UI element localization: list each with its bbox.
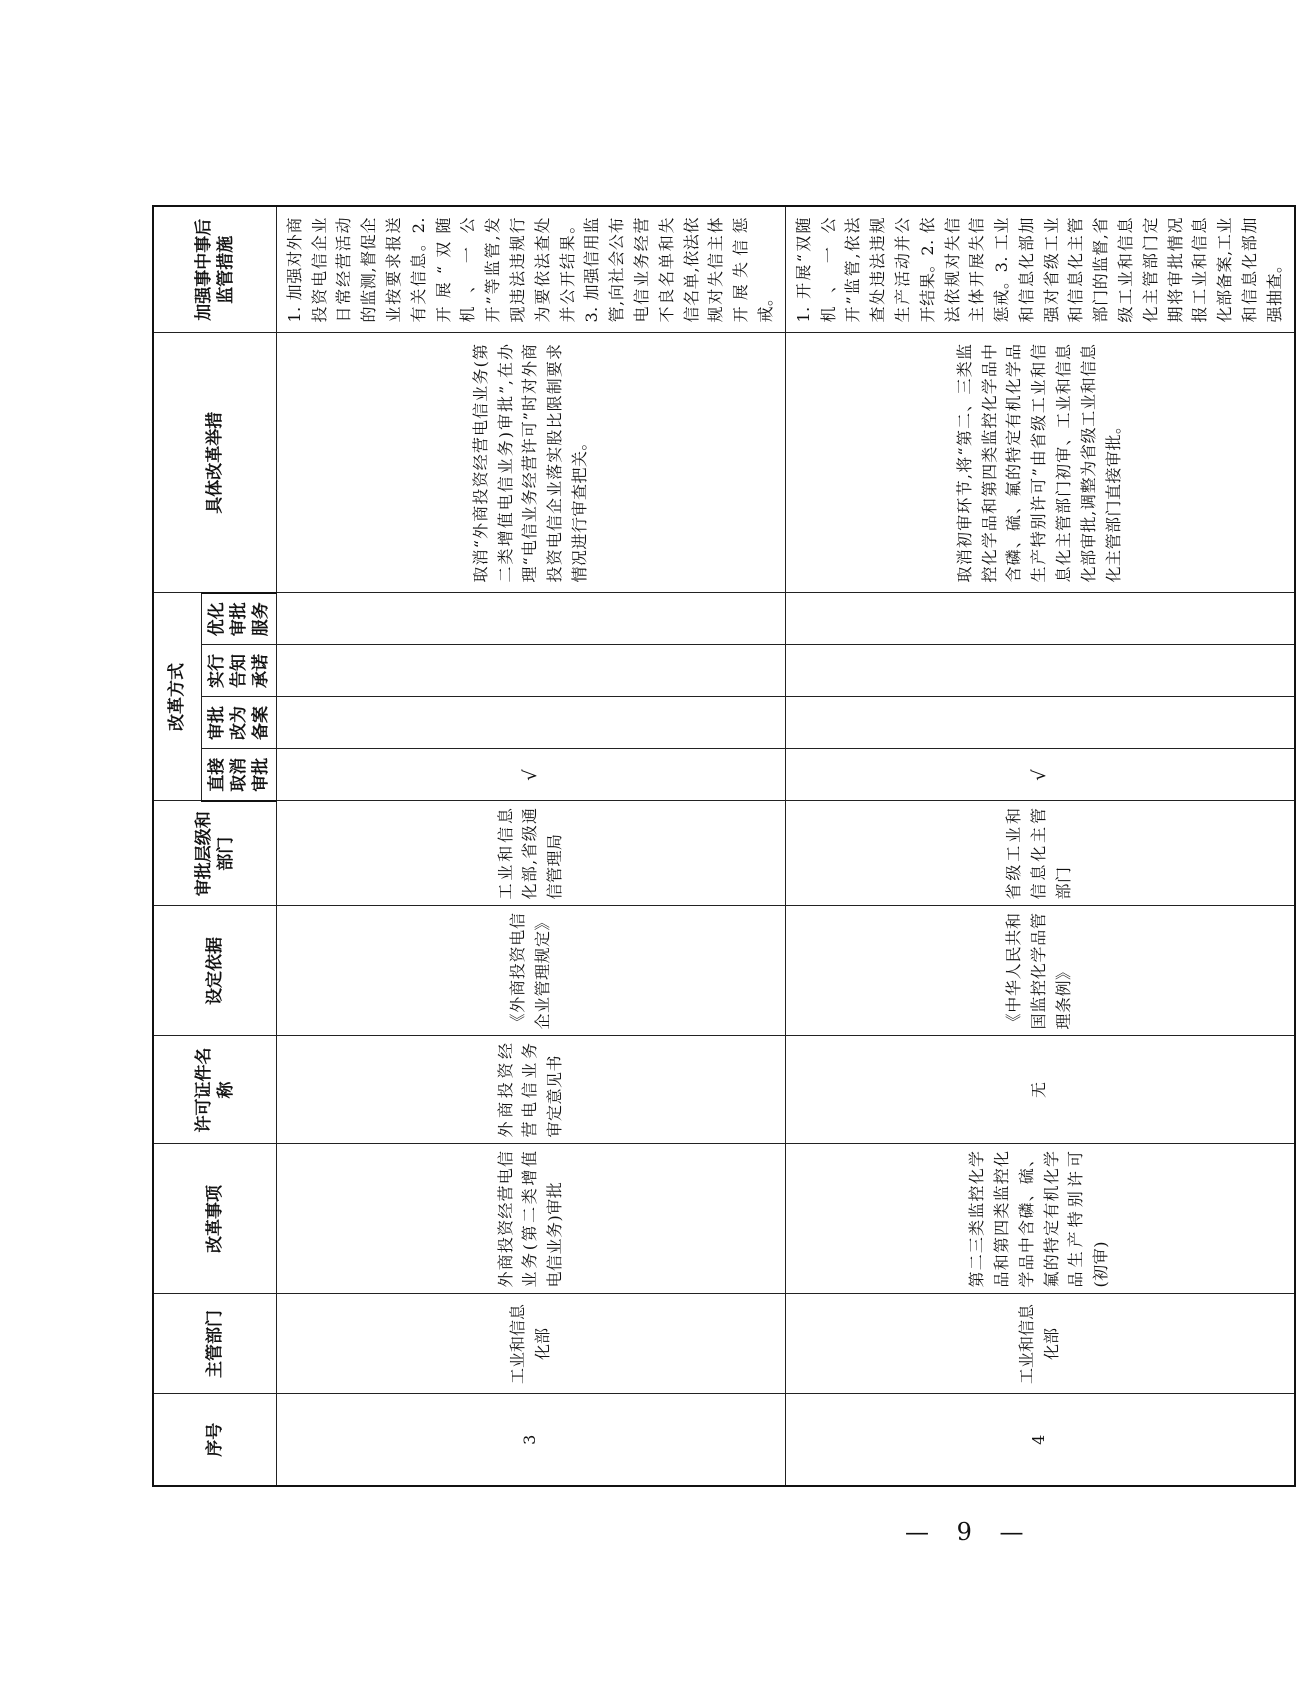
row-4-level: 省级工业和信息化主管部门 [785, 801, 1294, 906]
row-3-method-optimize [276, 593, 785, 645]
row-3-item: 外商投资经营电信业务(第二类增值电信业务)审批 [276, 1144, 785, 1294]
header-method-cancel: 直接取消审批 [201, 749, 276, 801]
row-3-supervision: 1. 加强对外商投资电信企业日常经营活动的监测,督促企业按要求报送有关信息。2. 开展“双随机、一公开”等监管,发现违法违规行为要依法查处并公开结果。3. 加强信用监管,向社会公布电信业务经营不良名单和失信名单,依法依规对失信主体开展失信惩戒。 [276, 206, 785, 333]
row-4-item: 第二三类监控化学品和第四类监控化学品中含磷、硫、氟的特定有机化学品生产特别许可(初审) [785, 1144, 1294, 1294]
row-3-measures: 取消“外商投资经营电信业务(第二类增值电信业务)审批”,在办理“电信业务经营许可”时对外商投资电信企业落实股比限制要求情况进行审查把关。 [276, 333, 785, 593]
row-4-method-notify [785, 645, 1294, 697]
page-number: — 9 — [905, 1518, 1034, 1546]
row-4-dept: 工业和信息化部 [785, 1294, 1294, 1394]
row-3-basis: 《外商投资电信企业管理规定》 [276, 906, 785, 1036]
reform-table-frame [152, 207, 1284, 1487]
row-4-seq: 4 [785, 1394, 1294, 1486]
header-method: 改革方式 [153, 593, 201, 801]
header-method-optimize: 优化审批服务 [201, 593, 276, 645]
header-supervision: 加强事中事后监管措施 [153, 206, 276, 333]
table-row [276, 206, 785, 1486]
row-4-method-optimize [785, 593, 1294, 645]
row-3-dept: 工业和信息化部 [276, 1294, 785, 1394]
rotated-table-wrapper [152, 207, 1284, 1487]
header-license: 许可证件名称 [153, 1036, 276, 1144]
row-3-license: 外商投资经营电信业务审定意见书 [276, 1036, 785, 1144]
row-4-supervision: 1. 开展“双随机、一公开”监管,依法查处违法违规生产活动并公开结果。2. 依法依规对失信主体开展失信惩戒。3. 工业和信息化部加强对省级工业和信息化主管部门的监督,省级工业和信息化主管部门定期将审批情况报工业和信息化部备案,工业和信息化部加强抽查。 [785, 206, 1294, 333]
header-method-record: 审批改为备案 [201, 697, 276, 749]
header-dept: 主管部门 [153, 1294, 276, 1394]
row-4-license: 无 [785, 1036, 1294, 1144]
reform-table [152, 205, 1296, 1487]
row-4-measures: 取消初审环节,将“第二、三类监控化学品和第四类监控化学品中含磷、硫、氟的特定有机化学品生产特别许可”由省级工业和信息化主管部门初审、工业和信息化部审批,调整为省级工业和信息化主管部门直接审批。 [785, 333, 1294, 593]
header-basis: 设定依据 [153, 906, 276, 1036]
row-4-basis: 《中华人民共和国监控化学品管理条例》 [785, 906, 1294, 1036]
row-4-method-record [785, 697, 1294, 749]
header-level: 审批层级和部门 [153, 801, 276, 906]
row-3-method-notify [276, 645, 785, 697]
header-seq: 序号 [153, 1394, 276, 1486]
header-method-notify: 实行告知承诺 [201, 645, 276, 697]
row-3-seq: 3 [276, 1394, 785, 1486]
header-item: 改革事项 [153, 1144, 276, 1294]
table-row [785, 206, 1294, 1486]
row-4-method-cancel: √ [785, 749, 1294, 801]
row-3-method-record [276, 697, 785, 749]
row-3-method-cancel: √ [276, 749, 785, 801]
row-3-level: 工业和信息化部,省级通信管理局 [276, 801, 785, 906]
header-measures: 具体改革举措 [153, 333, 276, 593]
header-row-1 [153, 206, 201, 1486]
